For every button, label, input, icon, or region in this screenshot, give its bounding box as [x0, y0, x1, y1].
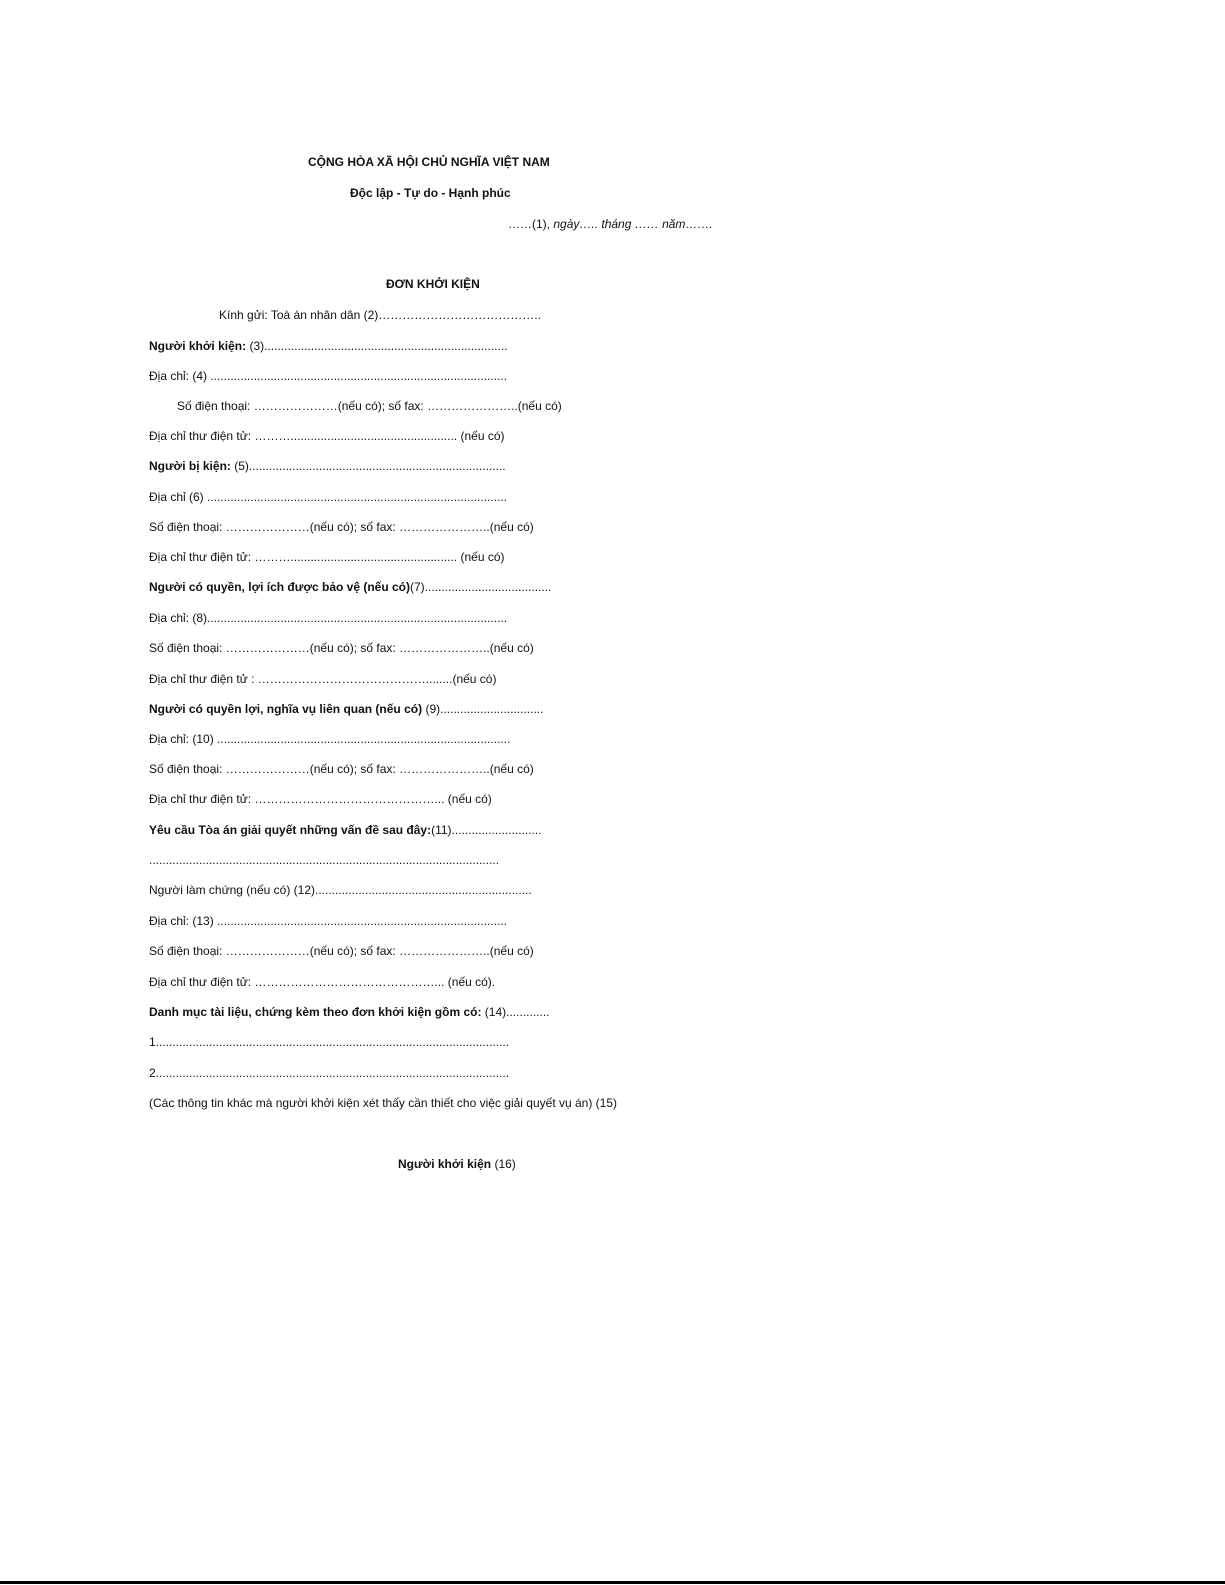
addressee: Kính gửi: Toà án nhân dân (2)………………………………….. — [219, 308, 541, 322]
defendant-line — [149, 459, 506, 473]
place-date — [508, 217, 713, 231]
requests-line — [149, 823, 542, 837]
related-party-label: Người có quyền lợi, nghĩa vụ liên quan (nếu có) — [149, 702, 423, 716]
signature-label: Người khởi kiện — [398, 1157, 492, 1171]
defendant-label: Người bị kiện: — [149, 459, 231, 473]
document-title: ĐƠN KHỞI KIỆN — [386, 277, 480, 291]
page-bottom-rule — [0, 1581, 1225, 1584]
related-party-email: Địa chỉ thư điện tử: ………………………………………... (nếu có) — [149, 792, 492, 806]
plaintiff-address: Địa chỉ: (4) ......................................................................................... — [149, 369, 508, 383]
witness-address: Địa chỉ: (13) ....................................................................................... — [149, 914, 508, 928]
related-party-line — [149, 702, 543, 716]
witness-phone: Số điện thoại: …………………(nếu có); số fax: …………………..(nếu có) — [149, 944, 534, 958]
defendant-email: Địa chỉ thư điện tử: ……….................................................. (nếu có) — [149, 550, 505, 564]
witness-line: Người làm chứng (nếu có) (12)................................................................. — [149, 883, 532, 897]
protected-party-text: (7)...................................... — [410, 580, 552, 594]
plaintiff-text: (3)......................................................................... — [246, 339, 508, 353]
place-date-prefix: ……(1), — [508, 217, 554, 231]
requests-label: Yêu cầu Tòa án giải quyết những vấn đề sau đây: — [149, 823, 432, 837]
defendant-address: Địa chỉ (6) .......................................................................................... — [149, 490, 508, 504]
protected-party-address: Địa chỉ: (8).......................................................................................... — [149, 611, 508, 625]
motto: Độc lập - Tự do - Hạnh phúc — [350, 186, 511, 200]
attachments-line — [149, 1005, 549, 1019]
plaintiff-email: Địa chỉ thư điện tử: ……….................................................. (nếu có) — [149, 429, 505, 443]
signature-line — [398, 1157, 516, 1171]
attachment-item-1: 1.......................................................................................................... — [149, 1035, 510, 1049]
protected-party-email: Địa chỉ thư điện tử : ……………………………………........(nếu có) — [149, 672, 497, 686]
defendant-text: (5)............................................................................. — [230, 459, 506, 473]
protected-party-line — [149, 580, 551, 594]
defendant-phone: Số điện thoại: …………………(nếu có); số fax: …………………..(nếu có) — [149, 520, 534, 534]
plaintiff-line — [149, 339, 508, 353]
other-info: (Các thông tin khác mà người khởi kiện xét thấy cần thiết cho việc giải quyết vụ án) (15) — [149, 1096, 618, 1110]
witness-email: Địa chỉ thư điện tử: ………………………………………... (nếu có). — [149, 975, 496, 989]
related-party-phone: Số điện thoại: …………………(nếu có); số fax: …………………..(nếu có) — [149, 762, 534, 776]
place-date-fields: ngày….. tháng …… năm……. — [553, 217, 713, 231]
related-party-address: Địa chỉ: (10) ........................................................................................ — [149, 732, 511, 746]
national-title: CỘNG HÒA XÃ HỘI CHỦ NGHĨA VIỆT NAM — [308, 155, 550, 169]
plaintiff-phone: Số điện thoại: …………………(nếu có); số fax: …………………..(nếu có) — [177, 399, 562, 413]
signature-text: (16) — [491, 1157, 516, 1171]
requests-text: (11)........................... — [431, 823, 542, 837]
protected-party-phone: Số điện thoại: …………………(nếu có); số fax: …………………..(nếu có) — [149, 641, 534, 655]
plaintiff-label: Người khởi kiện: — [149, 339, 247, 353]
attachments-text: (14)............. — [481, 1005, 550, 1019]
related-party-text: (9)............................... — [422, 702, 544, 716]
attachment-item-2: 2.......................................................................................................... — [149, 1066, 510, 1080]
protected-party-label: Người có quyền, lợi ích được bảo vệ (nếu có) — [149, 580, 411, 594]
attachments-label: Danh mục tài liệu, chứng kèm theo đơn khởi kiện gồm có: — [149, 1005, 482, 1019]
requests-blank-line: ......................................................................................................... — [149, 853, 500, 867]
